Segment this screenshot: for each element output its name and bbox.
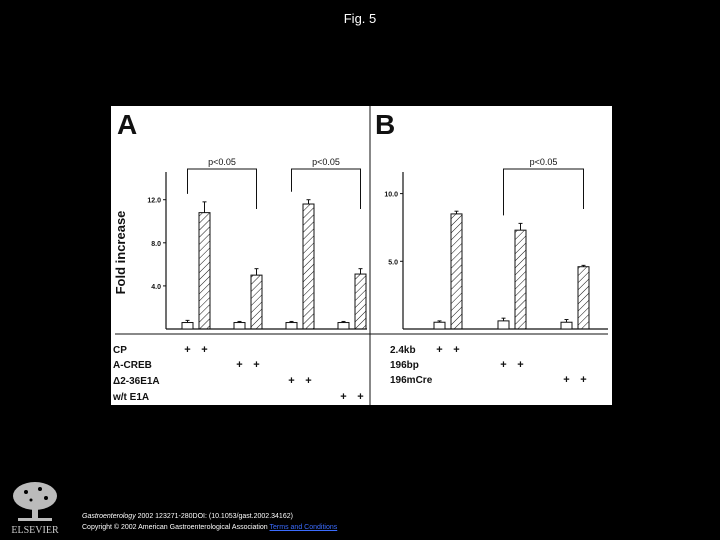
- journal-name: Gastroenterology: [82, 513, 136, 520]
- bar: [451, 214, 462, 329]
- condition-label: Δ2-36E1A: [113, 376, 160, 387]
- condition-mark: +: [236, 359, 243, 371]
- citation-line-2: [82, 522, 337, 533]
- bar: [578, 267, 589, 329]
- panel-label-B: B: [375, 109, 396, 140]
- citation-details: 2002 123271-280DOI: (10.1053/gast.2002.34162): [135, 513, 293, 520]
- condition-mark: +: [288, 375, 295, 387]
- bar: [355, 274, 366, 329]
- bar: [286, 323, 297, 329]
- bar: [182, 323, 193, 329]
- slide-title: Fig. 5: [343, 11, 377, 26]
- significance-bracket: [292, 169, 361, 209]
- panel-label-A: A: [117, 109, 138, 140]
- bar: [251, 275, 262, 329]
- bar: [338, 323, 349, 329]
- condition-label: w/t E1A: [113, 392, 150, 403]
- condition-mark: +: [305, 375, 312, 387]
- elsevier-logo-text: ELSEVIER: [11, 525, 59, 536]
- tree-icon: [6, 478, 64, 536]
- condition-label: 196mCre: [390, 375, 433, 386]
- condition-mark: +: [340, 391, 347, 403]
- citation: [82, 511, 337, 533]
- citation-line-1: [82, 511, 337, 522]
- significance-label: p<0.05: [529, 157, 558, 167]
- condition-label: 2.4kb: [390, 345, 416, 356]
- bar: [199, 213, 210, 329]
- bar: [515, 230, 526, 329]
- significance-bracket: [504, 169, 584, 215]
- y-tick-label: 4.0: [151, 283, 161, 291]
- y-axis-label: Fold increase: [113, 210, 128, 295]
- condition-label: A-CREB: [113, 360, 152, 371]
- bar-chart-figure: [111, 106, 612, 405]
- condition-mark: +: [517, 359, 524, 371]
- condition-mark: +: [184, 344, 191, 356]
- condition-mark: +: [580, 374, 587, 386]
- bar: [498, 321, 509, 329]
- condition-mark: +: [201, 344, 208, 356]
- condition-mark: +: [500, 359, 507, 371]
- condition-mark: +: [357, 391, 364, 403]
- y-tick-label: 10.0: [384, 191, 398, 199]
- bar: [561, 322, 572, 329]
- condition-mark: +: [253, 359, 260, 371]
- copyright-text: Copyright © 2002 American Gastroenterological Association: [82, 524, 270, 531]
- significance-label: p<0.05: [208, 157, 236, 167]
- y-tick-label: 12.0: [147, 197, 161, 205]
- condition-label: 196bp: [390, 360, 419, 371]
- bar: [434, 322, 445, 329]
- condition-mark: +: [563, 374, 570, 386]
- y-tick-label: 5.0: [388, 259, 398, 267]
- condition-label: CP: [113, 345, 127, 356]
- significance-label: p<0.05: [312, 157, 340, 167]
- y-tick-label: 8.0: [151, 240, 161, 248]
- terms-link[interactable]: Terms and Conditions: [269, 524, 338, 531]
- significance-bracket: [188, 169, 257, 209]
- bar: [234, 323, 245, 329]
- bar: [303, 204, 314, 329]
- condition-mark: +: [453, 344, 460, 356]
- figure-panel: [111, 106, 612, 405]
- condition-mark: +: [436, 344, 443, 356]
